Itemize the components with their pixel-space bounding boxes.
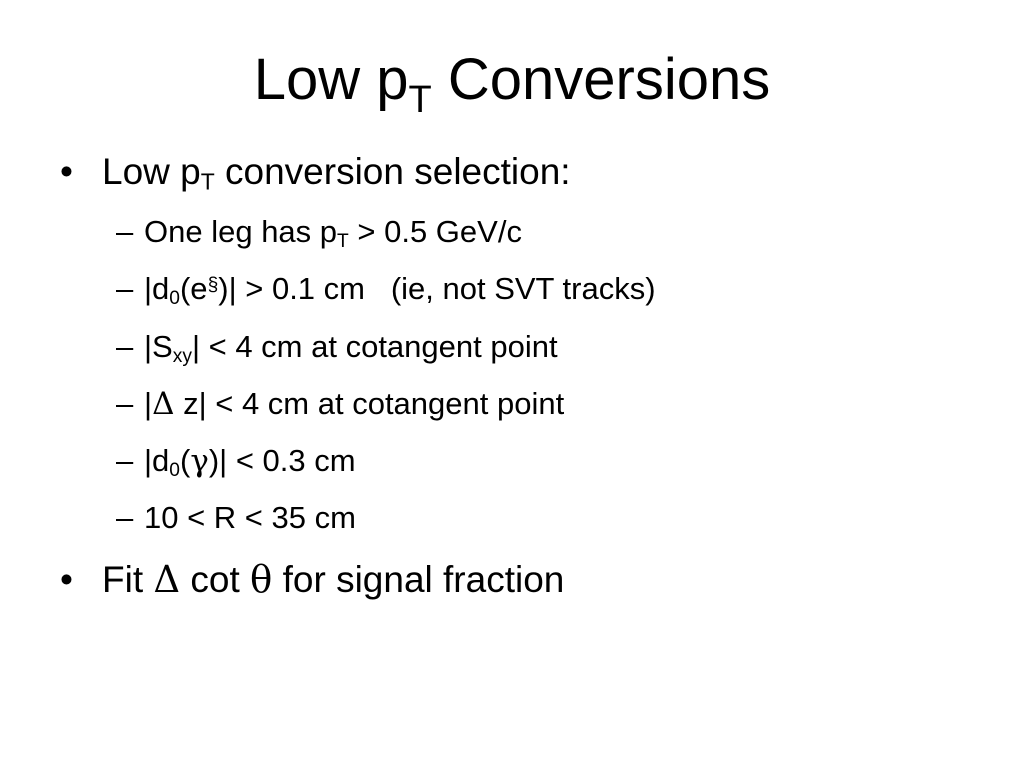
subitem-subscript: xy xyxy=(172,345,192,367)
subitem-text-part: |d xyxy=(144,443,170,478)
bullet-text xyxy=(102,558,564,602)
title-prefix: Low p xyxy=(253,47,409,112)
subitem-text xyxy=(144,442,356,480)
subitem-subscript: 0 xyxy=(169,459,180,481)
subitem-text-part: z| < 4 cm at cotangent point xyxy=(174,386,565,421)
theta-symbol: θ xyxy=(250,558,273,601)
bullet-text xyxy=(102,150,571,194)
dash-marker: – xyxy=(116,386,134,421)
bullet-marker: • xyxy=(60,559,73,600)
subitem-subscript: 0 xyxy=(169,287,180,309)
dash-marker: – xyxy=(116,443,134,478)
bullet-text-part: Fit xyxy=(102,559,154,600)
bullet-text-part: cot xyxy=(180,559,251,600)
subitem-text: 10 < R < 35 cm xyxy=(144,500,356,535)
subitem-text xyxy=(144,270,656,308)
subitem-subscript: T xyxy=(337,230,349,252)
bullet-marker: • xyxy=(60,151,73,192)
subitem-text-part: (e xyxy=(179,271,208,306)
delta-symbol: Δ xyxy=(152,386,175,422)
gamma-symbol: γ xyxy=(190,443,209,479)
dash-marker: – xyxy=(116,271,134,306)
subitem-text xyxy=(144,213,522,251)
subitem-text-part: |S xyxy=(144,329,173,364)
subitem-text-part: ( xyxy=(179,443,191,478)
bullet-text-part: conversion selection: xyxy=(214,151,571,192)
subitem-text-part: |d xyxy=(144,271,170,306)
bullet-subscript: T xyxy=(200,168,215,195)
subitem-text-part: | < 4 cm at cotangent point xyxy=(191,329,558,364)
delta-symbol: Δ xyxy=(153,558,181,601)
bullet-text-part: Low p xyxy=(102,151,201,192)
bullet-text-part: for signal fraction xyxy=(272,559,565,600)
subitem-superscript: § xyxy=(207,274,219,296)
subitem-text-part: )| > 0.1 cm (ie, not SVT tracks) xyxy=(218,271,656,306)
subitem-text-part: )| < 0.3 cm xyxy=(208,443,356,478)
subitem-text xyxy=(144,385,564,423)
dash-marker: – xyxy=(116,329,134,364)
subitem-text-part: One leg has p xyxy=(144,214,338,249)
dash-marker: – xyxy=(116,500,134,535)
subitem-text xyxy=(144,328,558,366)
dash-marker: – xyxy=(116,214,134,249)
title-subscript: T xyxy=(408,79,432,121)
subitem-text-part: > 0.5 GeV/c xyxy=(348,214,522,249)
subitem-text-part: | xyxy=(144,386,153,421)
title-suffix: Conversions xyxy=(431,47,771,112)
